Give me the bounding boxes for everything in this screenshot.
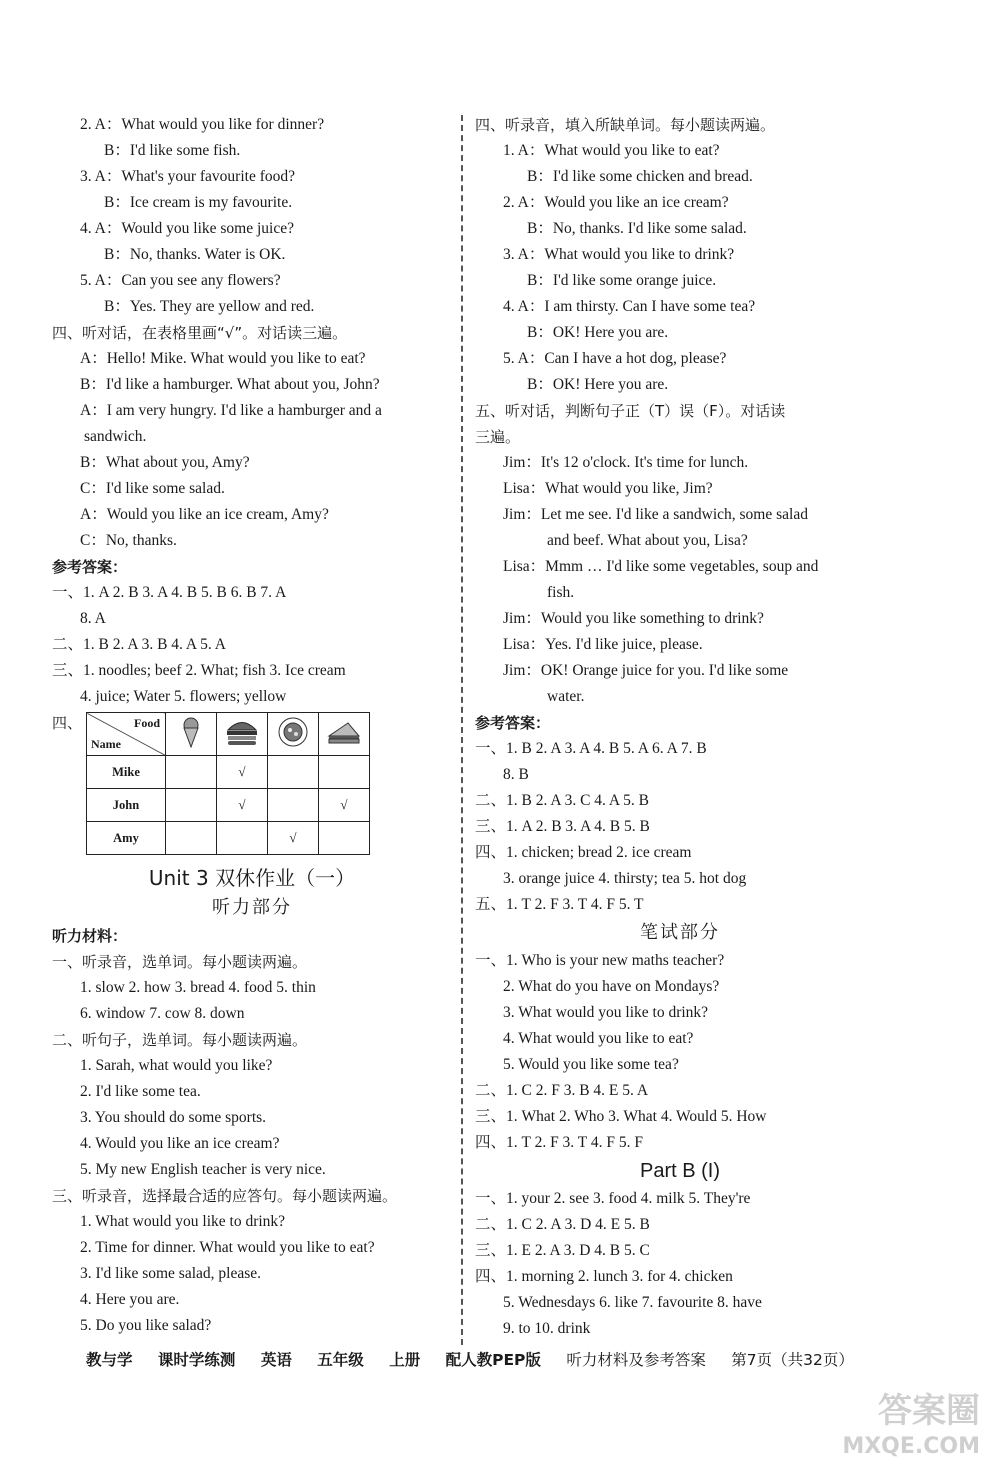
- dialogue-line: sandwich.: [84, 428, 147, 445]
- check-cell: [268, 789, 319, 822]
- dialogue-line: B：I'd like a hamburger. What about you, John?: [80, 376, 380, 393]
- answer-line: 三、1. noodles; beef 2. What; fish 3. Ice cream: [52, 662, 346, 679]
- true-false-heading: 五、听对话，判断句子正（T）误（F）。对话读: [475, 402, 786, 420]
- listening-part-title: 听力部分: [212, 897, 292, 918]
- dialogue-line: B：I'd like some chicken and bread.: [527, 168, 753, 185]
- part3-heading: 三、听录音，选择最合适的应答句。每小题读两遍。: [52, 1187, 398, 1205]
- footer-series: 课时学练测: [157, 1351, 236, 1369]
- dialogue-line: B：Yes. They are yellow and red.: [104, 298, 315, 315]
- answer-line: 二、1. B 2. A 3. C 4. A 5. B: [475, 792, 649, 809]
- check-cell: √: [319, 789, 370, 822]
- dialogue-line: Lisa：What would you like, Jim?: [503, 480, 713, 497]
- answer-line: 五、1. T 2. F 3. T 4. F 5. T: [475, 896, 644, 913]
- check-cell: [319, 756, 370, 789]
- answer-line: 4. juice; Water 5. flowers; yellow: [80, 688, 287, 705]
- answer-line: 二、1. C 2. A 3. D 4. E 5. B: [475, 1216, 650, 1233]
- question-line: 4. Here you are.: [80, 1291, 180, 1308]
- section-4-heading: 四、听对话，在表格里画“√”。对话读三遍。: [52, 324, 348, 342]
- question-line: 3. You should do some sports.: [80, 1109, 267, 1126]
- part2-heading: 二、听句子，选单词。每小题读两遍。: [52, 1031, 308, 1049]
- answers-heading-right: 参考答案：: [475, 714, 551, 732]
- column-divider: [461, 115, 463, 1345]
- row-name: Mike: [87, 756, 166, 789]
- table-label: 四、: [52, 714, 83, 732]
- question-line: 5. My new English teacher is very nice.: [80, 1161, 326, 1178]
- question-line: 1. slow 2. how 3. bread 4. food 5. thin: [80, 979, 316, 996]
- part1-heading: 一、听录音，选单词。每小题读两遍。: [52, 953, 308, 971]
- listening-dialogues-section-3: [52, 112, 452, 320]
- dialogue-line: A：I am very hungry. I'd like a hamburger and a: [80, 402, 382, 419]
- answer-line: 四、1. T 2. F 3. T 4. F 5. F: [475, 1134, 643, 1151]
- dialogue-line: B：I'd like some orange juice.: [527, 272, 717, 289]
- question-line: 2. I'd like some tea.: [80, 1083, 201, 1100]
- answer-line: 3. orange juice 4. thirsty; tea 5. hot dog: [503, 870, 747, 887]
- table-row: [87, 756, 370, 789]
- dialogue-line: C：I'd like some salad.: [80, 480, 225, 497]
- question-line: 1. What would you like to drink?: [80, 1213, 286, 1230]
- answers-list: [52, 580, 452, 710]
- check-cell: [166, 789, 217, 822]
- dialogue-line: Jim：Let me see. I'd like a sandwich, some salad: [503, 506, 808, 523]
- true-false-heading-cont: 三遍。: [475, 428, 521, 446]
- dialogue-line: 2. A：What would you like for dinner?: [80, 116, 325, 133]
- answers-heading: 参考答案：: [52, 558, 128, 576]
- check-cell: [268, 756, 319, 789]
- answer-line: 3. What would you like to drink?: [503, 1004, 709, 1021]
- listening-material-label: 听力材料：: [52, 927, 128, 945]
- question-line: 5. Do you like salad?: [80, 1317, 212, 1334]
- question-line: 4. Would you like an ice cream?: [80, 1135, 280, 1152]
- part2-items: [52, 1053, 452, 1183]
- watermark-logo: 答案圈 MXQE.COM: [842, 1391, 980, 1459]
- question-line: 6. window 7. cow 8. down: [80, 1005, 245, 1022]
- right-column: [475, 112, 885, 1342]
- dialogue-line: A：Hello! Mike. What would you like to eat?: [80, 350, 366, 367]
- footer-subject: 英语: [260, 1351, 292, 1369]
- answer-line: 9. to 10. drink: [503, 1320, 591, 1337]
- page-footer: [86, 1348, 868, 1370]
- fill-in-dialogues: [475, 138, 885, 398]
- question-line: 2. Time for dinner. What would you like to eat?: [80, 1239, 375, 1256]
- dialogue-line: 5. A：Can I have a hot dog, please?: [503, 350, 727, 367]
- check-cell: [166, 822, 217, 855]
- footer-page-number: 第7页（共32页）: [731, 1351, 854, 1369]
- part1-items: [52, 975, 452, 1027]
- question-line: 1. Sarah, what would you like?: [80, 1057, 273, 1074]
- dialogue-line: 4. A：I am thirsty. Can I have some tea?: [503, 298, 756, 315]
- answer-line: 8. B: [503, 766, 529, 783]
- dialogue-line: Jim：OK! Orange juice for you. I'd like some: [503, 662, 789, 679]
- food-table: [86, 712, 370, 855]
- dialogue-line: Lisa：Yes. I'd like juice, please.: [503, 636, 703, 653]
- answer-line: 5. Would you like some tea?: [503, 1056, 679, 1073]
- dialogue-line: B：No, thanks. I'd like some salad.: [527, 220, 747, 237]
- dialogue-line: Jim：Would you like something to drink?: [503, 610, 764, 627]
- dialogue-line: B：What about you, Amy?: [80, 454, 250, 471]
- dialogue-line: 1. A：What would you like to eat?: [503, 142, 720, 159]
- answer-line: 二、1. C 2. F 3. B 4. E 5. A: [475, 1082, 649, 1099]
- dialogue-line: 4. A：Would you like some juice?: [80, 220, 294, 237]
- dialogue-line: B：I'd like some fish.: [104, 142, 241, 159]
- check-cell: √: [217, 789, 268, 822]
- left-column: [52, 112, 452, 1339]
- dialogue-line: B：OK! Here you are.: [527, 376, 669, 393]
- footer-edition: 配人教PEP版: [445, 1351, 541, 1369]
- answer-line: 8. A: [80, 610, 106, 627]
- part-b-title: Part B (I): [639, 1160, 720, 1182]
- dialogue-line: 2. A：Would you like an ice cream?: [503, 194, 729, 211]
- unit-title: Unit 3 双休作业（一）: [148, 866, 356, 890]
- question-line: 3. I'd like some salad, please.: [80, 1265, 261, 1282]
- dialogue-line: Jim：It's 12 o'clock. It's time for lunch.: [503, 454, 749, 471]
- table-corner: Food Name: [87, 713, 166, 756]
- hamburger-icon: [217, 713, 268, 756]
- dialogue-line: water.: [547, 688, 585, 705]
- check-cell: √: [268, 822, 319, 855]
- answer-line: 4. What would you like to eat?: [503, 1030, 694, 1047]
- check-cell: [319, 822, 370, 855]
- answer-line: 四、1. chicken; bread 2. ice cream: [475, 844, 692, 861]
- written-part-title: 笔试部分: [640, 922, 720, 943]
- dialogue-line: A：Would you like an ice cream, Amy?: [80, 506, 329, 523]
- dialogue-line: fish.: [547, 584, 575, 601]
- food-table-block: [52, 712, 452, 855]
- table-row: [87, 822, 370, 855]
- dialogue-line: 3. A：What's your favourite food?: [80, 168, 296, 185]
- ice-cream-icon: [166, 713, 217, 756]
- fill-in-heading: 四、听录音，填入所缺单词。每小题读两遍。: [475, 116, 776, 134]
- answer-line: 一、1. A 2. B 3. A 4. B 5. B 6. B 7. A: [52, 584, 287, 601]
- footer-grade: 五年级: [317, 1351, 364, 1369]
- check-cell: [217, 822, 268, 855]
- dialogue-line: C：No, thanks.: [80, 532, 177, 549]
- answer-line: 2. What do you have on Mondays?: [503, 978, 720, 995]
- row-name: John: [87, 789, 166, 822]
- answer-line: 三、1. A 2. B 3. A 4. B 5. B: [475, 818, 650, 835]
- section-4-dialogue: [52, 346, 452, 554]
- sandwich-icon: [319, 713, 370, 756]
- part3-items: [52, 1209, 452, 1339]
- footer-brand: 教与学: [86, 1351, 133, 1369]
- dialogue-line: B：OK! Here you are.: [527, 324, 669, 341]
- part-b-answers: [475, 1186, 885, 1342]
- answer-line: 一、1. your 2. see 3. food 4. milk 5. They're: [475, 1190, 751, 1207]
- answer-line: 三、1. What 2. Who 3. What 4. Would 5. How: [475, 1108, 767, 1125]
- answer-line: 三、1. E 2. A 3. D 4. B 5. C: [475, 1242, 650, 1259]
- dialogue-line: and beef. What about you, Lisa?: [547, 532, 748, 549]
- dialogue-line: B：Ice cream is my favourite.: [104, 194, 293, 211]
- check-cell: √: [217, 756, 268, 789]
- dialogue-line: 5. A：Can you see any flowers?: [80, 272, 281, 289]
- answer-line: 一、1. Who is your new maths teacher?: [475, 952, 725, 969]
- footer-section: 听力材料及参考答案: [566, 1351, 706, 1369]
- row-name: Amy: [87, 822, 166, 855]
- dialogue-line: 3. A：What would you like to drink?: [503, 246, 735, 263]
- true-false-dialogue: [475, 450, 885, 710]
- salad-icon: [268, 713, 319, 756]
- answer-line: 四、1. morning 2. lunch 3. for 4. chicken: [475, 1268, 733, 1285]
- written-answers: [475, 948, 885, 1156]
- check-cell: [166, 756, 217, 789]
- answers-list-right: [475, 736, 885, 918]
- table-row: [87, 789, 370, 822]
- dialogue-line: Lisa：Mmm … I'd like some vegetables, soup and: [503, 558, 819, 575]
- answer-line: 5. Wednesdays 6. like 7. favourite 8. have: [503, 1294, 762, 1311]
- footer-volume: 上册: [389, 1351, 421, 1369]
- answer-line: 一、1. B 2. A 3. A 4. B 5. A 6. A 7. B: [475, 740, 707, 757]
- answer-line: 二、1. B 2. A 3. B 4. A 5. A: [52, 636, 226, 653]
- dialogue-line: B：No, thanks. Water is OK.: [104, 246, 286, 263]
